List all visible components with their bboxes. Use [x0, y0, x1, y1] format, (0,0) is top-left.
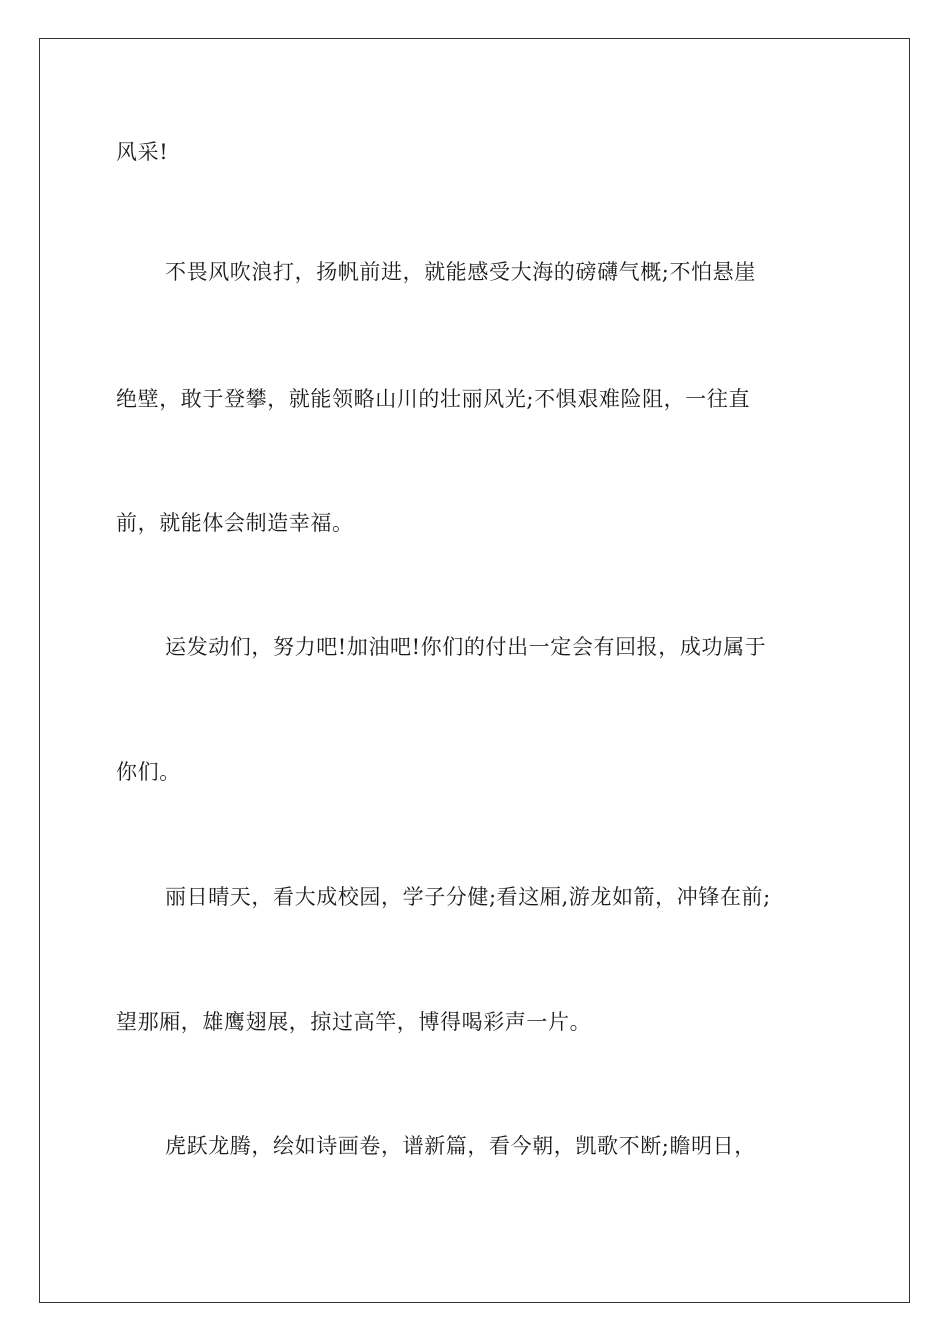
- text-line: 丽日晴天，看大成校园，学子分健;看这厢,游龙如箭，冲锋在前;: [165, 885, 771, 909]
- text-line: 运发动们，努力吧!加油吧!你们的付出一定会有回报，成功属于: [165, 635, 767, 659]
- text-line: 绝壁，敢于登攀，就能领略山川的壮丽风光;不惧艰难险阻，一往直: [116, 387, 751, 411]
- text-line: 望那厢，雄鹰翅展，掠过高竿，博得喝彩声一片。: [116, 1010, 592, 1034]
- text-line: 虎跃龙腾，绘如诗画卷，谱新篇，看今朝，凯歌不断;瞻明日，: [165, 1134, 756, 1158]
- text-line: 前，就能体会制造幸福。: [116, 511, 354, 535]
- page-border: [39, 38, 910, 1303]
- text-line: 你们。: [116, 760, 181, 784]
- text-line: 风采!: [116, 140, 169, 164]
- text-line: 不畏风吹浪打，扬帆前进，就能感受大海的磅礴气概;不怕悬崖: [165, 260, 756, 284]
